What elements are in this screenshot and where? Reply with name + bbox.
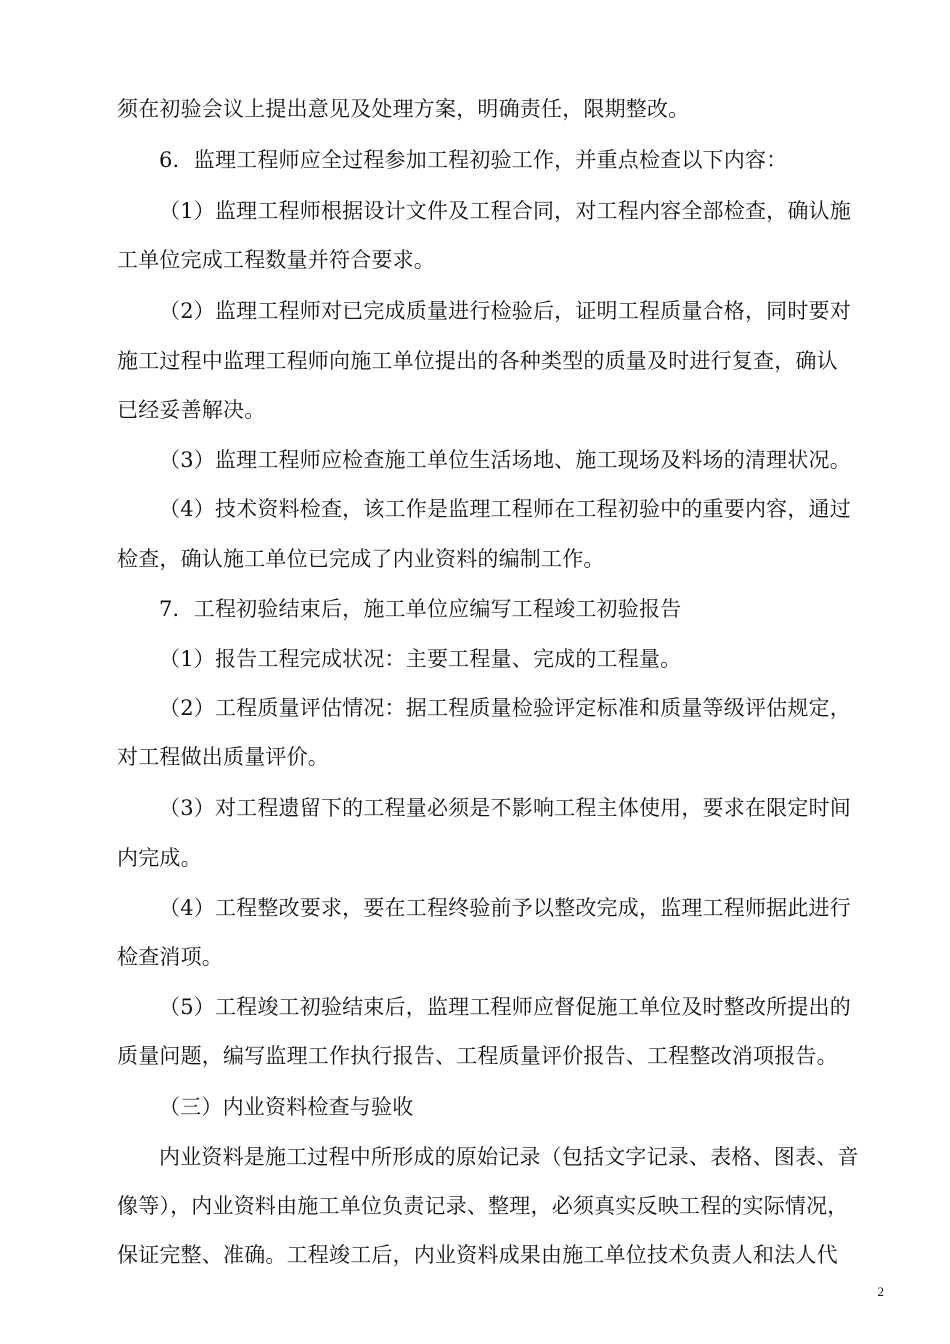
body-text-line: 须在初验会议上提出意见及处理方案，明确责任，限期整改。 — [117, 97, 690, 121]
body-text-line: 像等），内业资料由施工单位负责记录、整理，必须真实反映工程的实际情况， — [117, 1194, 849, 1218]
body-text-line: 已经妥善解决。 — [117, 398, 266, 422]
list-item-text: （4）技术资料检查，该工作是监理工程师在工程初验中的重要内容，通过 — [159, 497, 851, 521]
list-item-text: （1）监理工程师根据设计文件及工程合同，对工程内容全部检查，确认施 — [159, 199, 851, 223]
page-number: 2 — [877, 1284, 884, 1299]
body-text-line: 检查，确认施工单位已完成了内业资料的编制工作。 — [117, 547, 605, 571]
body-text-line: 对工程做出质量评价。 — [117, 745, 329, 769]
section-heading: 6．监理工程师应全过程参加工程初验工作，并重点检查以下内容： — [159, 148, 788, 172]
section-heading: 7．工程初验结束后，施工单位应编写工程竣工初验报告 — [159, 597, 682, 621]
list-item-text: （4）工程整改要求，要在工程终验前予以整改完成，监理工程师据此进行 — [159, 896, 851, 920]
paragraph-first-line: 内业资料是施工过程中所形成的原始记录（包括文字记录、表格、图表、音 — [159, 1145, 859, 1169]
body-text-line: 工单位完成工程数量并符合要求。 — [117, 248, 435, 272]
body-text-line: 内完成。 — [117, 846, 202, 870]
body-text-line: 检查消项。 — [117, 945, 223, 969]
body-text-line: 质量问题，编写监理工作执行报告、工程质量评价报告、工程整改消项报告。 — [117, 1044, 838, 1068]
list-item-text: （2）工程质量评估情况：据工程质量检验评定标准和质量等级评估规定， — [159, 696, 851, 720]
body-text-line: 施工过程中监理工程师向施工单位提出的各种类型的质量及时进行复查，确认 — [117, 349, 838, 373]
subsection-heading: （三）内业资料检查与验收 — [159, 1095, 414, 1119]
body-text-line: 保证完整、准确。工程竣工后，内业资料成果由施工单位技术负责人和法人代 — [117, 1243, 838, 1267]
list-item-text: （1）报告工程完成状况：主要工程量、完成的工程量。 — [159, 647, 682, 671]
list-item-text: （5）工程竣工初验结束后，监理工程师应督促施工单位及时整改所提出的 — [159, 995, 851, 1019]
list-item-text: （2）监理工程师对已完成质量进行检验后，证明工程质量合格，同时要对 — [159, 299, 851, 323]
list-item-text: （3）监理工程师应检查施工单位生活场地、施工现场及料场的清理状况。 — [159, 448, 851, 472]
list-item-text: （3）对工程遗留下的工程量必须是不影响工程主体使用，要求在限定时间 — [159, 796, 851, 820]
